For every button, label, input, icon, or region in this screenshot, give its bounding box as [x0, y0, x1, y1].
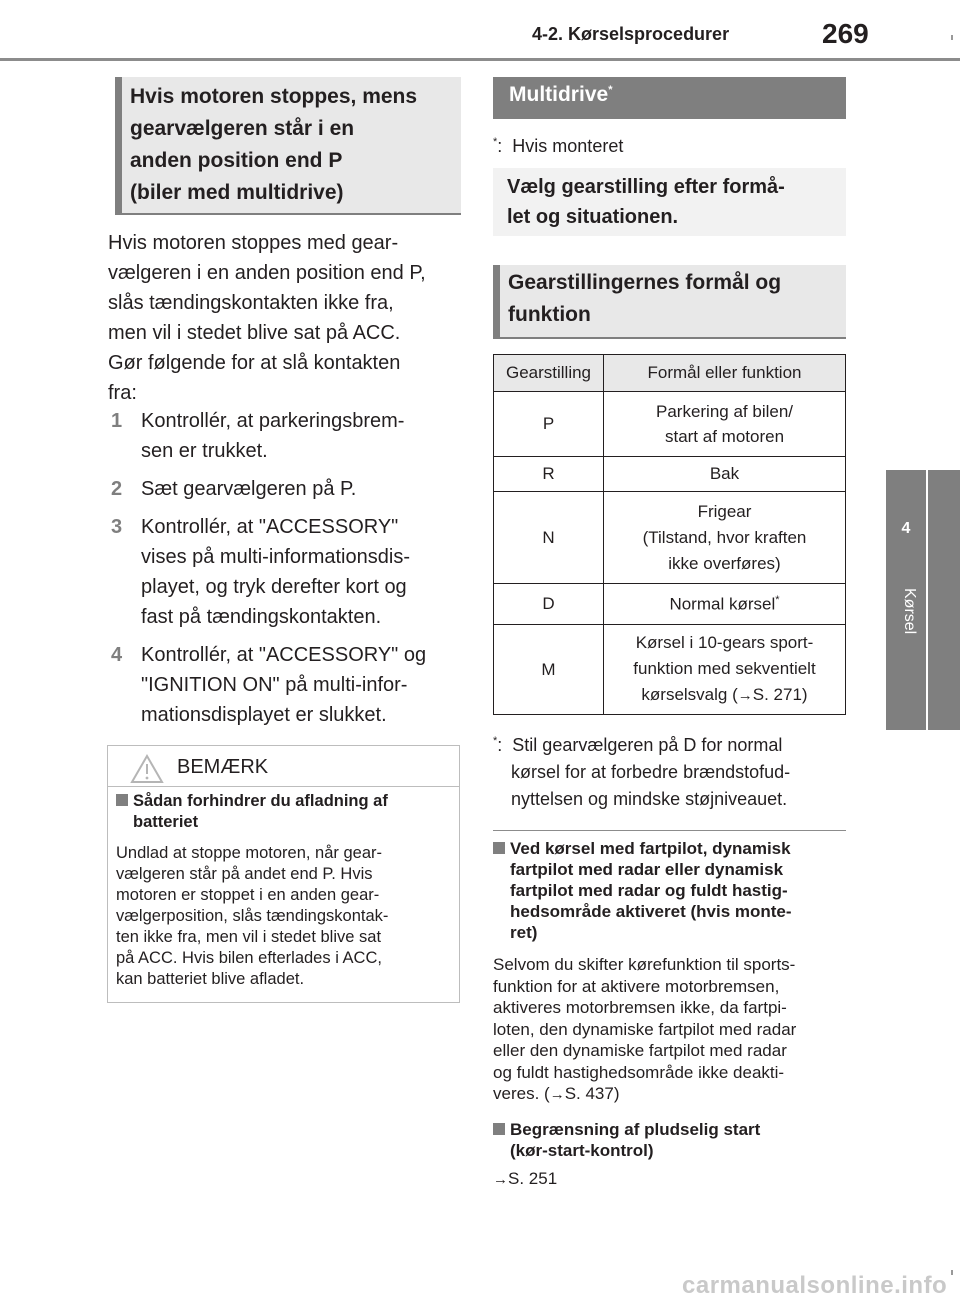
footnote-1: *: Hvis monteret [493, 136, 624, 156]
col-header: Formål eller funktion [604, 355, 846, 392]
bullet-square-icon [116, 794, 128, 806]
start-heading: Begrænsning af pludselig start (kør-start-kontrol) [493, 1119, 848, 1161]
intro-line: Hvis motoren stoppes med gear- [108, 232, 399, 254]
start-ref[interactable]: →S. 251 [493, 1169, 558, 1188]
step-number: 1 [111, 410, 123, 432]
cruise-body: Selvom du skifter kørefunktion til sports- funktion for at aktivere motorbremsen, aktiveres motorbremsen ikke, da fartpi- loten, den dynamiske fartpilot med radar eller den dynamiske fartpilot med radar og fuldt hastighedsområde ikke deakti- veres. (→S. 437) [493, 955, 797, 1103]
step-number: 4 [111, 644, 123, 666]
crop-mark [951, 1270, 953, 1275]
step-3 [111, 512, 461, 632]
step-line: fast på tændingskontakten. [141, 606, 382, 628]
step-line: Kontrollér, at "ACCESSORY" og [141, 644, 427, 666]
section-title: 4-2. Kørselsprocedurer [532, 24, 730, 44]
table-row: N Frigear (Tilstand, hvor kraften ikke overføres) [494, 492, 846, 584]
left-heading [115, 77, 461, 215]
heading-line: gearvælgeren står i en [130, 117, 355, 140]
step-line: vises på multi-informationsdis- [141, 546, 410, 568]
step-4 [111, 640, 461, 730]
table-heading: Gearstillingernes formål og funktion [493, 265, 846, 339]
table-header-row [494, 355, 846, 392]
chapter-label: Kørsel [901, 588, 918, 635]
intro-paragraph [108, 228, 468, 408]
subbox: Vælg gearstilling efter formå- let og situationen. [493, 168, 846, 236]
chapter-number: 4 [901, 520, 911, 537]
col-header: Gearstilling [494, 355, 604, 392]
watermark: carmanualsonline.info [682, 1272, 948, 1299]
table-row: P Parkering af bilen/ start af motoren [494, 392, 846, 457]
step-line: playet, og tryk derefter kort og [141, 576, 407, 598]
step-number: 3 [111, 516, 123, 538]
step-1 [111, 406, 461, 466]
intro-line: slås tændingskontakten ikke fra, [108, 292, 394, 314]
step-line: Sæt gearvælgeren på P. [141, 478, 357, 500]
step-line: Kontrollér, at "ACCESSORY" [141, 516, 399, 538]
step-line: "IGNITION ON" på multi-infor- [141, 674, 408, 696]
arrow-right-icon: → [737, 687, 753, 704]
table-row: R Bak [494, 457, 846, 492]
notice-divider [108, 786, 459, 787]
tab-divider [926, 470, 928, 730]
crop-mark [951, 35, 953, 40]
cruise-heading: Ved kørsel med fartpilot, dynamisk fartpilot med radar eller dynamisk fartpilot med radar og fuldt hastig- hedsområde aktiveret (hvis monte- ret) [493, 838, 848, 943]
heading-line: (biler med multidrive) [130, 181, 344, 204]
intro-line: fra: [108, 382, 137, 404]
step-line: mationsdisplayet er slukket. [141, 704, 387, 726]
table-row: M Kørsel i 10-gears sport- funktion med sekventielt kørselsvalg (→S. 271) [494, 625, 846, 715]
notice-body: Undlad at stoppe motoren, når gear- vælgeren står på andet end P. Hvis motoren er stoppet i en anden gear- vælgerposition, slås tændingskontak- ten ikke fra, men vil i stedet blive sat på ACC. Hvis bilen efterlades i ACC, kan batteriet blive afladet. [116, 844, 389, 988]
notice-subheading: Sådan forhindrer du afladning af batteriet [116, 791, 451, 833]
intro-line: Gør følgende for at slå kontakten [108, 352, 401, 374]
step-line: Kontrollér, at parkeringsbrem- [141, 410, 405, 432]
step-2 [111, 474, 461, 504]
intro-line: men vil i stedet blive sat på ACC. [108, 322, 401, 344]
step-number: 2 [111, 478, 123, 500]
step-line: sen er trukket. [141, 440, 268, 462]
intro-line: vælgeren i en anden position end P, [108, 262, 426, 284]
heading-line: Hvis motoren stoppes, mens [130, 85, 418, 108]
bullet-square-icon [493, 1123, 505, 1135]
bullet-square-icon [493, 842, 505, 854]
gear-table [493, 354, 846, 715]
arrow-right-icon: → [493, 1171, 508, 1188]
multidrive-heading: Multidrive* [493, 77, 846, 119]
notice-title: BEMÆRK [177, 756, 269, 778]
heading-line: anden position end P [130, 149, 343, 172]
warning-triangle-icon [130, 754, 164, 784]
page-number: 269 [822, 18, 869, 49]
section-rule [493, 830, 846, 831]
table-row: D Normal kørsel* [494, 584, 846, 625]
header-rule [0, 58, 960, 61]
arrow-right-icon: → [549, 1086, 565, 1103]
notice-box [107, 745, 460, 1003]
footnote-2: *: Stil gearvælgeren på D for normal kørsel for at forbedre brændstofud- nyttelsen og mindske støjniveauet. [493, 735, 791, 809]
